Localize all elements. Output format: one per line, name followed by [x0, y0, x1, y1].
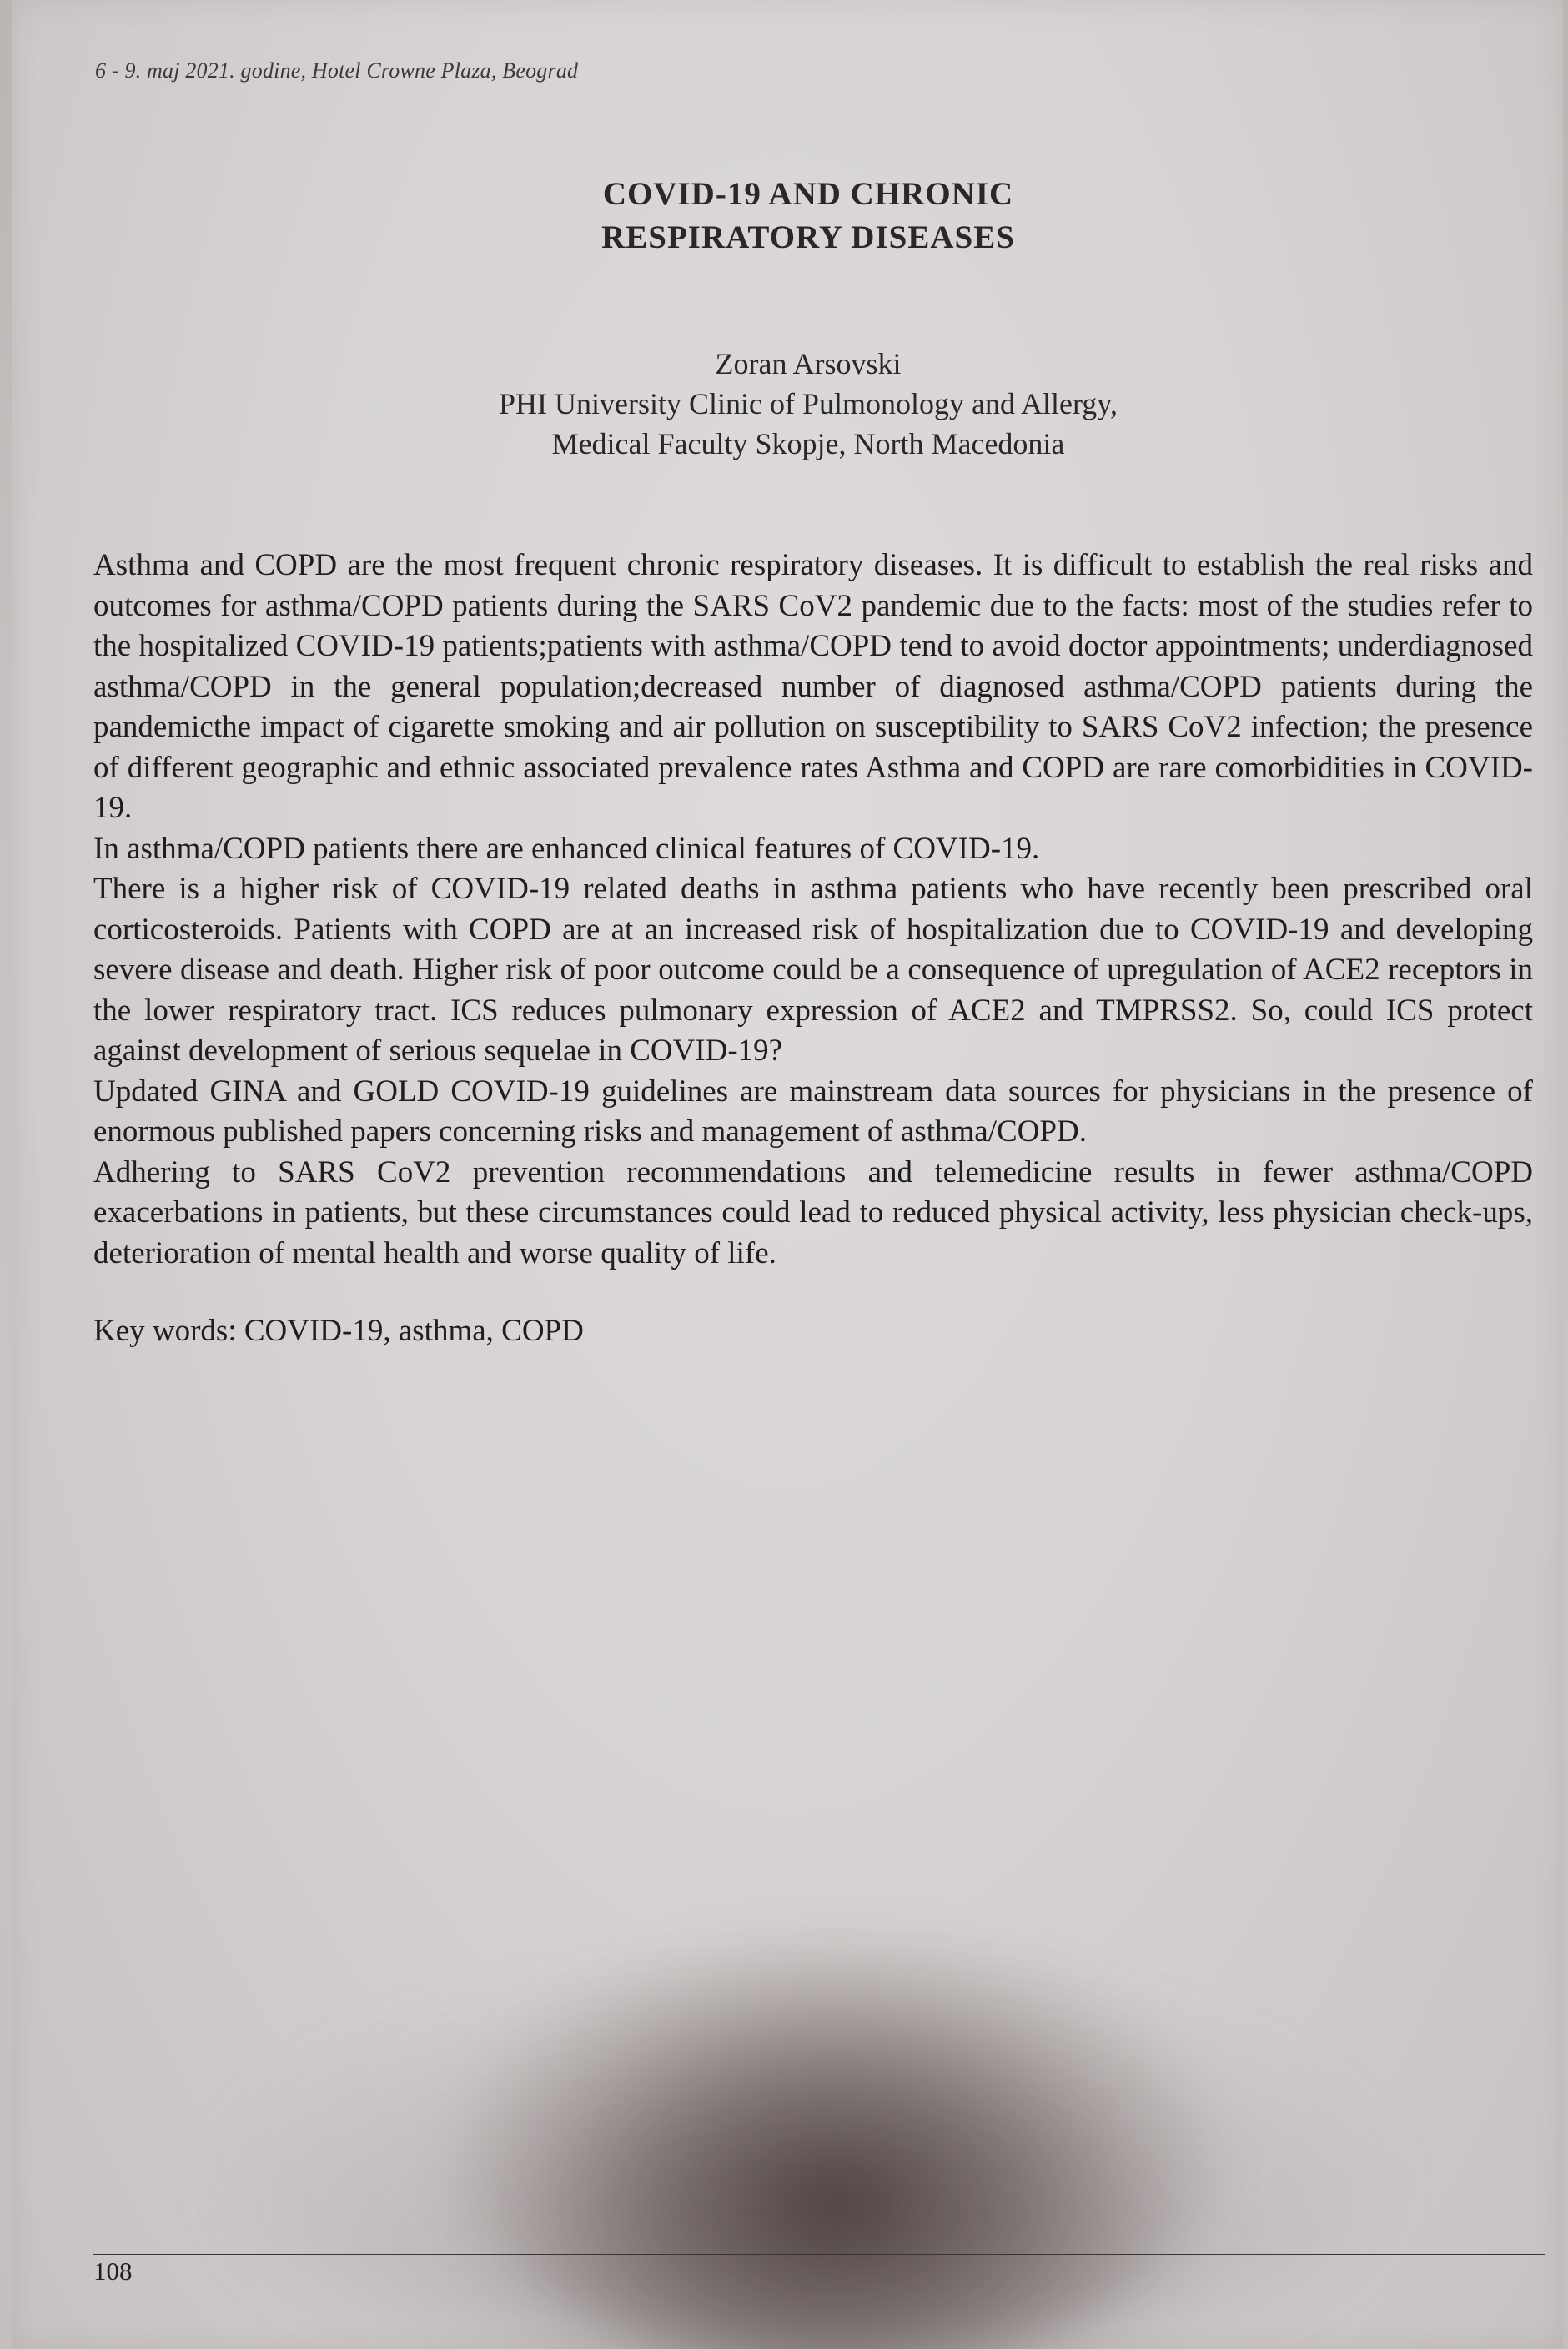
hand-shadow: [462, 1944, 1213, 2349]
abstract-paragraph-4: Updated GINA and GOLD COVID-19 guidelines are mainstream data sources for physicians in the presence of enormous published papers concerning risks and management of asthma/COPD.: [93, 1074, 1533, 1149]
abstract-paragraph-3: There is a higher risk of COVID-19 related deaths in asthma patients who have recently been prescribed oral corticosteroids. Patients with COPD are at an increased risk of hospitalization due to COVID-19 and developing severe disease and death. Higher risk of poor outcome could be a consequence of upregulation of ACE2 receptors in the lower respiratory tract. ICS reduces pulmonary expression of ACE2 and TMPRSS2. So, could ICS protect against development of serious sequelae in COVID-19?: [93, 872, 1533, 1068]
paper-title: [95, 173, 1521, 259]
keywords: Key words: COVID-19, asthma, COPD: [93, 1314, 584, 1348]
running-header: 6 - 9. maj 2021. godine, Hotel Crowne Plaza, Beograd: [95, 58, 579, 83]
author-name: Zoran Arsovski: [715, 347, 902, 380]
page-number: 108: [93, 2256, 133, 2286]
footer-rule: [93, 2254, 1545, 2255]
page-sheet: [12, 0, 1563, 2349]
abstract-paragraph-2: In asthma/COPD patients there are enhanced clinical features of COVID-19.: [93, 831, 1040, 866]
title-line-2: RESPIRATORY DISEASES: [601, 219, 1015, 255]
affiliation-line-2: Medical Faculty Skopje, North Macedonia: [551, 427, 1065, 460]
abstract-paragraph-5: Adhering to SARS CoV2 prevention recommendations and telemedicine results in fewer asthma/COPD exacerbations in patients, but these circumstances could lead to reduced physical activity, less physician check-ups, deterioration of mental health and worse quality of life.: [93, 1154, 1533, 1270]
abstract-paragraph-1: Asthma and COPD are the most frequent chronic respiratory diseases. It is difficult to establish the real risks and outcomes for asthma/COPD patients during the SARS CoV2 pandemic due to the facts: most of the studies refer to the hospitalized COVID-19 patients;patients with asthma/COPD tend to avoid doctor appointments; underdiagnosed asthma/COPD in the general population;decreased number of diagnosed asthma/COPD patients during the pandemicthe impact of cigarette smoking and air pollution on susceptibility to SARS CoV2 infection; the presence of different geographic and ethnic associated prevalence rates Asthma and COPD are rare comorbidities in COVID-19.: [93, 548, 1533, 825]
abstract-body: [93, 546, 1533, 1274]
affiliation-line-1: PHI University Clinic of Pulmonology and Allergy,: [499, 387, 1118, 420]
hand-shadow-outer: [220, 1985, 1388, 2349]
author-block: [95, 344, 1521, 464]
title-line-1: COVID-19 AND CHRONIC: [602, 176, 1014, 212]
